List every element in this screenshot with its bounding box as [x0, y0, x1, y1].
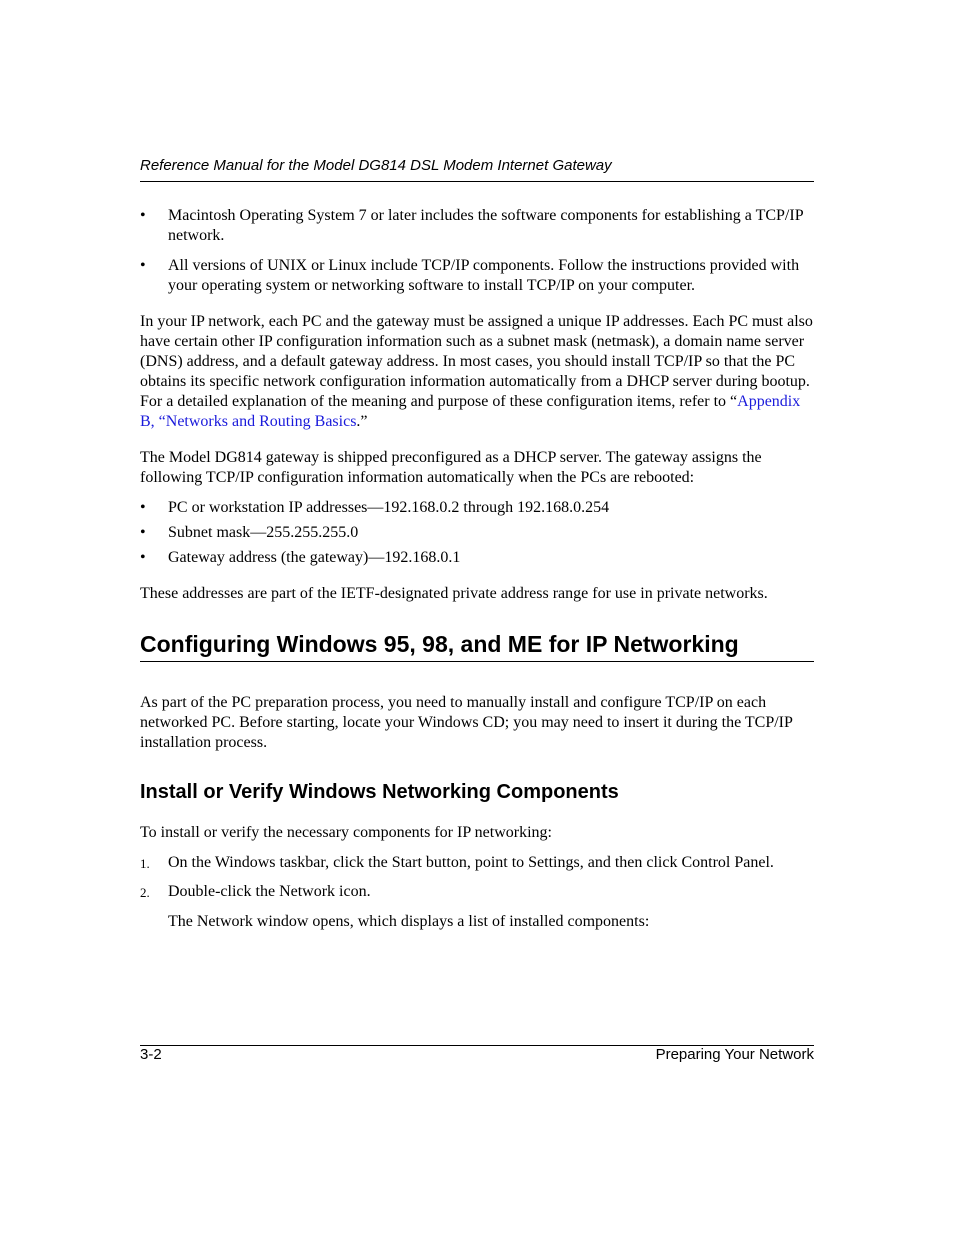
manual-page [140, 0, 814, 1235]
step-item [140, 853, 814, 873]
page-number: 3-2 [140, 1046, 162, 1063]
section-heading: Configuring Windows 95, 98, and ME for IP Networking [140, 630, 814, 662]
step-number: 1. [140, 856, 150, 871]
list-item [140, 548, 814, 568]
bullet-mark: • [140, 499, 146, 516]
bullet-text: Macintosh Operating System 7 or later includes the software components for establishing a TCP/IP network. [168, 207, 803, 244]
bullet-mark: • [140, 549, 146, 566]
bullet-mark: • [140, 524, 146, 541]
paragraph-text: In your IP network, each PC and the gateway must be assigned a unique IP addresses. Each PC must also have certain other IP configuration information such as a subnet mask (netmask), a domain name server (DNS) address, and a default gateway address. In most cases, you should install TCP/IP so that the PC obtains its specific network configuration information automatically from a DHCP server during bootup. For a detailed explanation of the meaning and purpose of these configuration items, refer to “ [140, 313, 813, 410]
running-header: Reference Manual for the Model DG814 DSL Modem Internet Gateway [140, 157, 612, 174]
list-item [140, 498, 814, 518]
config-bullet-list [140, 498, 814, 568]
private-range-paragraph: These addresses are part of the IETF-designated private address range for use in private networks. [140, 585, 768, 602]
page-body [140, 206, 814, 932]
step-number: 2. [140, 885, 150, 900]
step-text: Double-click the Network icon. [168, 883, 371, 900]
list-item [140, 206, 814, 246]
ip-network-paragraph [140, 312, 814, 432]
chapter-title: Preparing Your Network [655, 1046, 814, 1063]
bullet-text: Gateway address (the gateway)—192.168.0.1 [168, 549, 461, 566]
bullet-text: PC or workstation IP addresses—192.168.0.2 through 192.168.0.254 [168, 499, 610, 516]
bullet-mark: • [140, 257, 146, 274]
intro-paragraph: To install or verify the necessary components for IP networking: [140, 824, 552, 841]
step-list [140, 853, 814, 902]
bullet-text: All versions of UNIX or Linux include TCP/IP components. Follow the instructions provided with your operating system or networking software to install TCP/IP on your computer. [168, 257, 800, 294]
step-item [140, 882, 814, 902]
bullet-mark: • [140, 207, 146, 224]
dhcp-paragraph: The Model DG814 gateway is shipped preconfigured as a DHCP server. The gateway assigns the following TCP/IP configuration information automatically when the PCs are rebooted: [140, 449, 762, 486]
step-text: On the Windows taskbar, click the Start button, point to Settings, and then click Control Panel. [168, 854, 774, 871]
paragraph-text: .” [356, 413, 368, 430]
list-item [140, 256, 814, 296]
os-bullet-list [140, 206, 814, 296]
step-note: The Network window opens, which displays a list of installed components: [168, 913, 650, 930]
appendix-b-link[interactable]: Appendix B, “Networks and Routing Basics [140, 393, 801, 430]
preparation-paragraph: As part of the PC preparation process, you need to manually install and configure TCP/IP on each networked PC. Before starting, locate your Windows CD; you may need to insert it during the TCP/IP installation process. [140, 694, 793, 751]
list-item [140, 523, 814, 543]
subsection-heading: Install or Verify Windows Networking Components [140, 781, 619, 803]
header-rule [140, 181, 814, 182]
bullet-text: Subnet mask—255.255.255.0 [168, 524, 359, 541]
